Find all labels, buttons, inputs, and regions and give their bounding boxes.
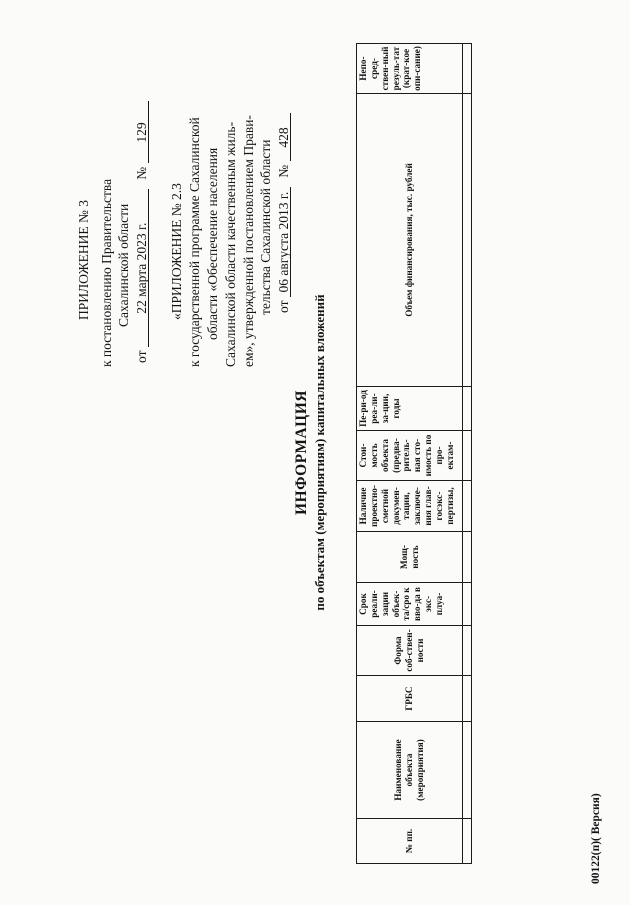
table-cell [463,722,472,819]
program-appendix-line5: ем», утвержденной постановлением Прави- [241,115,256,367]
appendix-region-line [116,204,132,327]
program-date-line [276,114,292,314]
program-from-label: от [276,300,291,313]
table-cell [463,431,472,481]
decree-date-line [134,102,150,364]
column-header: Стои-мость объекта (предва-ритель-ная сто-имость по про-ектам- [357,431,463,481]
column-header: Наличие проектно-сметной докумен-тации, заключе-ния глав-госэкс-пертизы, [357,481,463,532]
document-subtitle: по объектам (мероприятиям) капитальных вложений [312,294,327,611]
program-number-value: 428 [276,127,291,148]
program-appendix-line2: к государственной программе Сахалинской [187,117,202,367]
table-cell [463,532,472,583]
table-header-row [357,44,463,864]
decree-date-field [134,189,149,347]
decree-number-value: 129 [134,122,149,143]
program-appendix-line3: области «Обеспечение населения [205,147,220,340]
table-cell [463,676,472,722]
column-header: Мощ-ность [357,532,463,583]
program-appendix-line1: «ПРИЛОЖЕНИЕ № 2.3 [169,183,184,320]
table-cell [463,626,472,676]
column-header: Пе-ри-од реа-ли-за-ции, годы [357,387,463,431]
appendix-region-text: Сахалинской области [116,203,131,327]
table-cell [463,481,472,532]
program-number-label: № [276,164,291,178]
program-appendix-line6: тельства Сахалинской области [258,139,273,315]
table-cell [463,387,472,431]
table-row [463,44,472,864]
column-header: № пп. [357,819,463,864]
column-header: Срок реали-зации объек-та/сро к вво-да в экс-плуа- [357,583,463,626]
program-appendix-line4: Сахалинской области качественным жиль- [223,121,238,367]
table-cell [463,583,472,626]
appendix-to-text: к постановлению Правительства [99,178,114,367]
column-header: Форма соб-ствен-ности [357,626,463,676]
appendix-title: ПРИЛОЖЕНИЕ № 3 [76,199,91,320]
column-header: Объем финансирования, тыс. рублей [357,94,463,387]
column-header: Наименование объекта (мероприятия) [357,722,463,819]
program-date-value: 06 августа 2013 г. [276,191,291,293]
decree-date-value: 22 марта 2023 г. [134,222,149,314]
document-code: 00122(п)( Версия) [590,793,602,884]
table-cell [463,44,472,94]
column-header: Непо-сред-ствен-ный резуль-тат (крат-кое опи-сание) [357,44,463,94]
table-cell [463,94,472,387]
capital-investments-table [356,44,472,864]
from-label: от [134,350,149,363]
program-date-field [276,187,291,297]
table-cell [463,819,472,864]
number-label: № [134,166,149,180]
program-number-field [276,114,291,162]
decree-number-field [134,102,149,164]
document-title: ИНФОРМАЦИЯ [293,390,310,515]
column-header: ГРБС [357,676,463,722]
appendix-to-line [99,179,115,367]
